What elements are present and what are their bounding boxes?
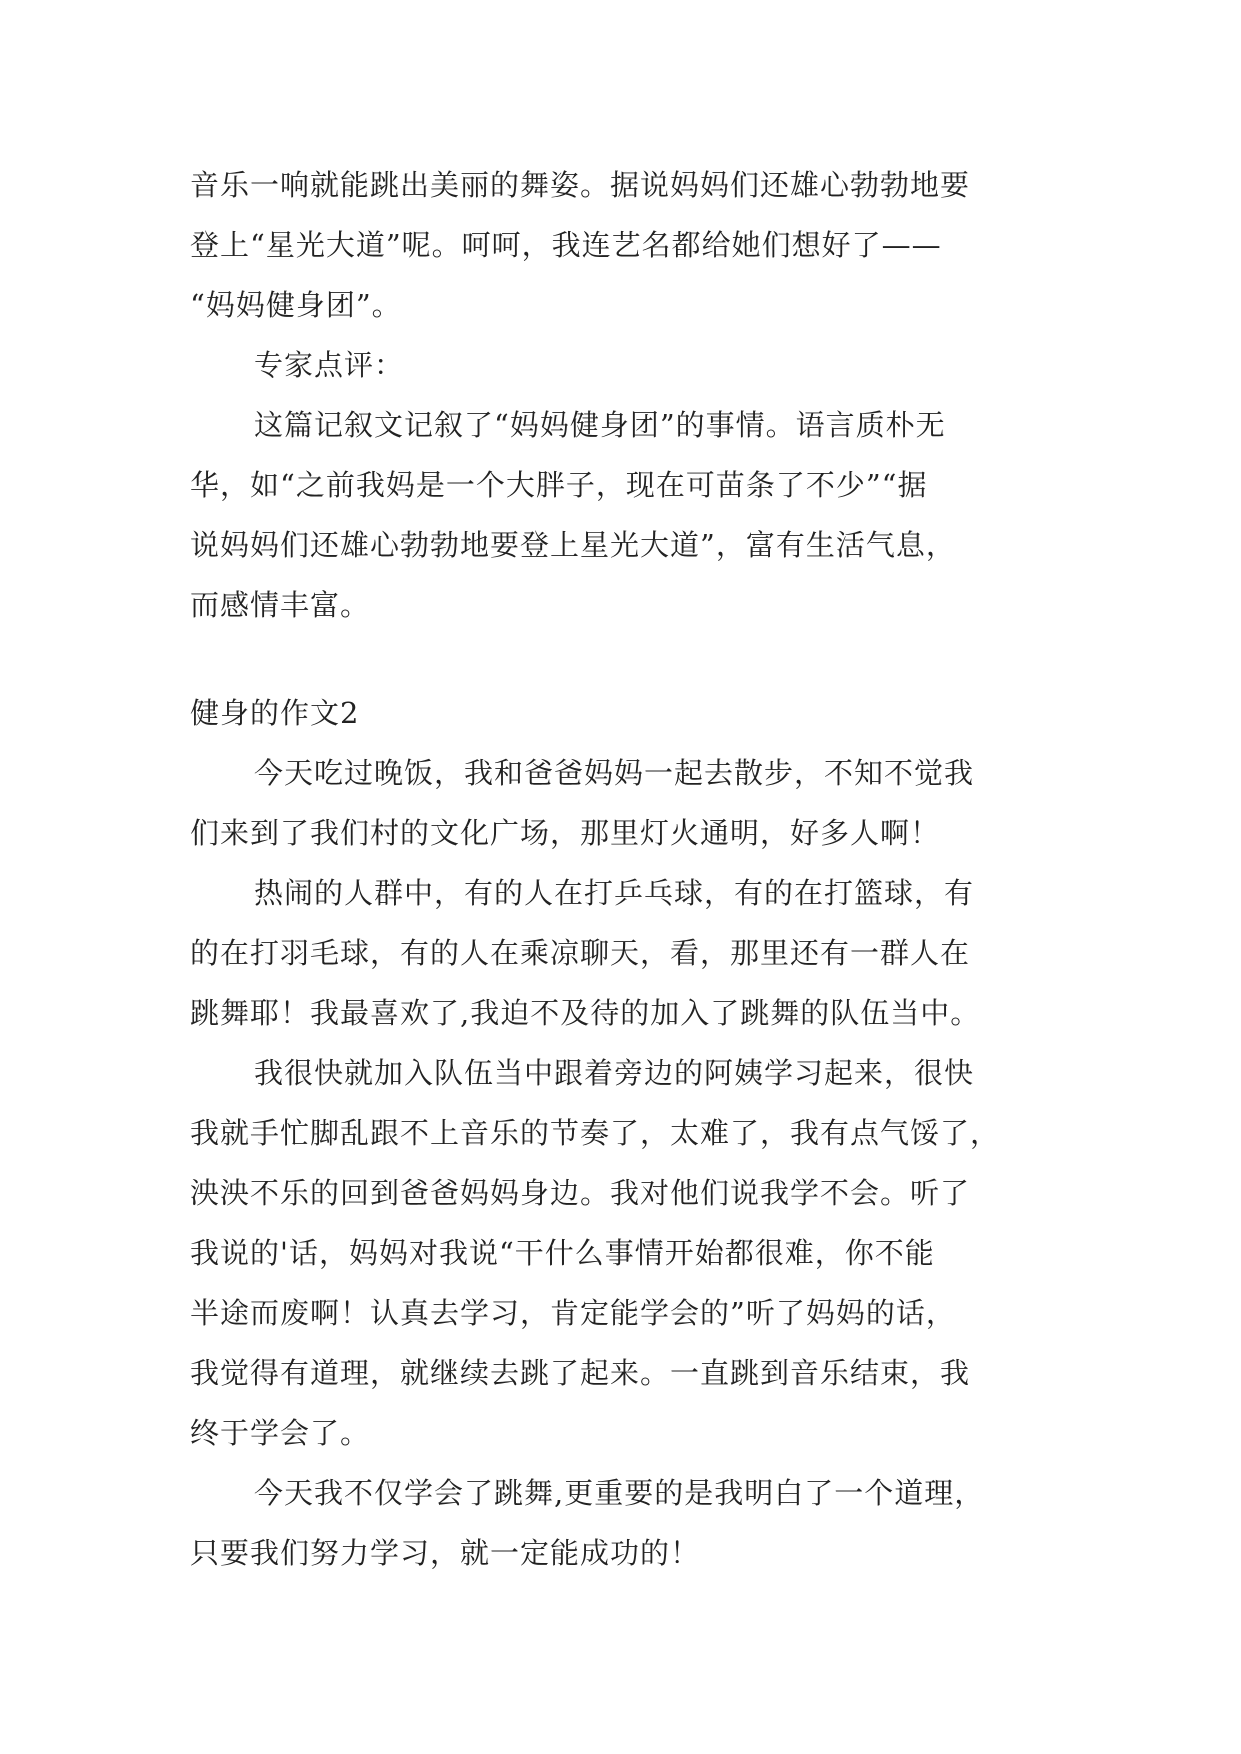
text-line: 跳舞耶！我最喜欢了,我迫不及待的加入了跳舞的队伍当中。: [190, 996, 981, 1030]
text-line: 登上“星光大道”呢。呵呵，我连艺名都给她们想好了——: [190, 228, 942, 262]
text-line: 我觉得有道理，就继续去跳了起来。一直跳到音乐结束，我: [190, 1356, 971, 1390]
text-line: 泱泱不乐的回到爸爸妈妈身边。我对他们说我学不会。听了: [190, 1176, 971, 1210]
text-line: 今天吃过晚饭，我和爸爸妈妈一起去散步，不知不觉我: [254, 756, 975, 790]
text-line: 说妈妈们还雄心勃勃地要登上星光大道”，富有生活气息，: [190, 528, 956, 562]
text-line: 而感情丰富。: [190, 588, 371, 622]
text-line: 终于学会了。: [190, 1416, 371, 1450]
text-line: 我说的'话，妈妈对我说“干什么事情开始都很难，你不能: [190, 1236, 935, 1270]
text-line: 音乐一响就能跳出美丽的舞姿。据说妈妈们还雄心勃勃地要: [190, 168, 971, 202]
text-line: 这篇记叙文记叙了“妈妈健身团”的事情。语言质朴无: [254, 408, 946, 442]
text-line: 我就手忙脚乱跟不上音乐的节奏了，太难了，我有点气馁了，: [190, 1116, 1001, 1150]
text-line: 华，如“之前我妈是一个大胖子，现在可苗条了不少”“据: [190, 468, 928, 502]
text-line: 的在打羽毛球，有的人在乘凉聊天，看，那里还有一群人在: [190, 936, 971, 970]
review-heading: 专家点评：: [254, 348, 405, 382]
text-line: 们来到了我们村的文化广场，那里灯火通明，好多人啊！: [190, 816, 941, 850]
text-line: 我很快就加入队伍当中跟着旁边的阿姨学习起来，很快: [254, 1056, 975, 1090]
text-line: 今天我不仅学会了跳舞,更重要的是我明白了一个道理，: [254, 1476, 985, 1510]
text-line: “妈妈健身团”。: [190, 288, 402, 322]
text-line: 热闹的人群中，有的人在打乒乓球，有的在打篮球，有: [254, 876, 975, 910]
text-line: 只要我们努力学习，就一定能成功的！: [190, 1536, 701, 1570]
essay-title: 健身的作文2: [190, 696, 360, 730]
text-line: 半途而废啊！认真去学习，肯定能学会的”听了妈妈的话，: [190, 1296, 956, 1330]
